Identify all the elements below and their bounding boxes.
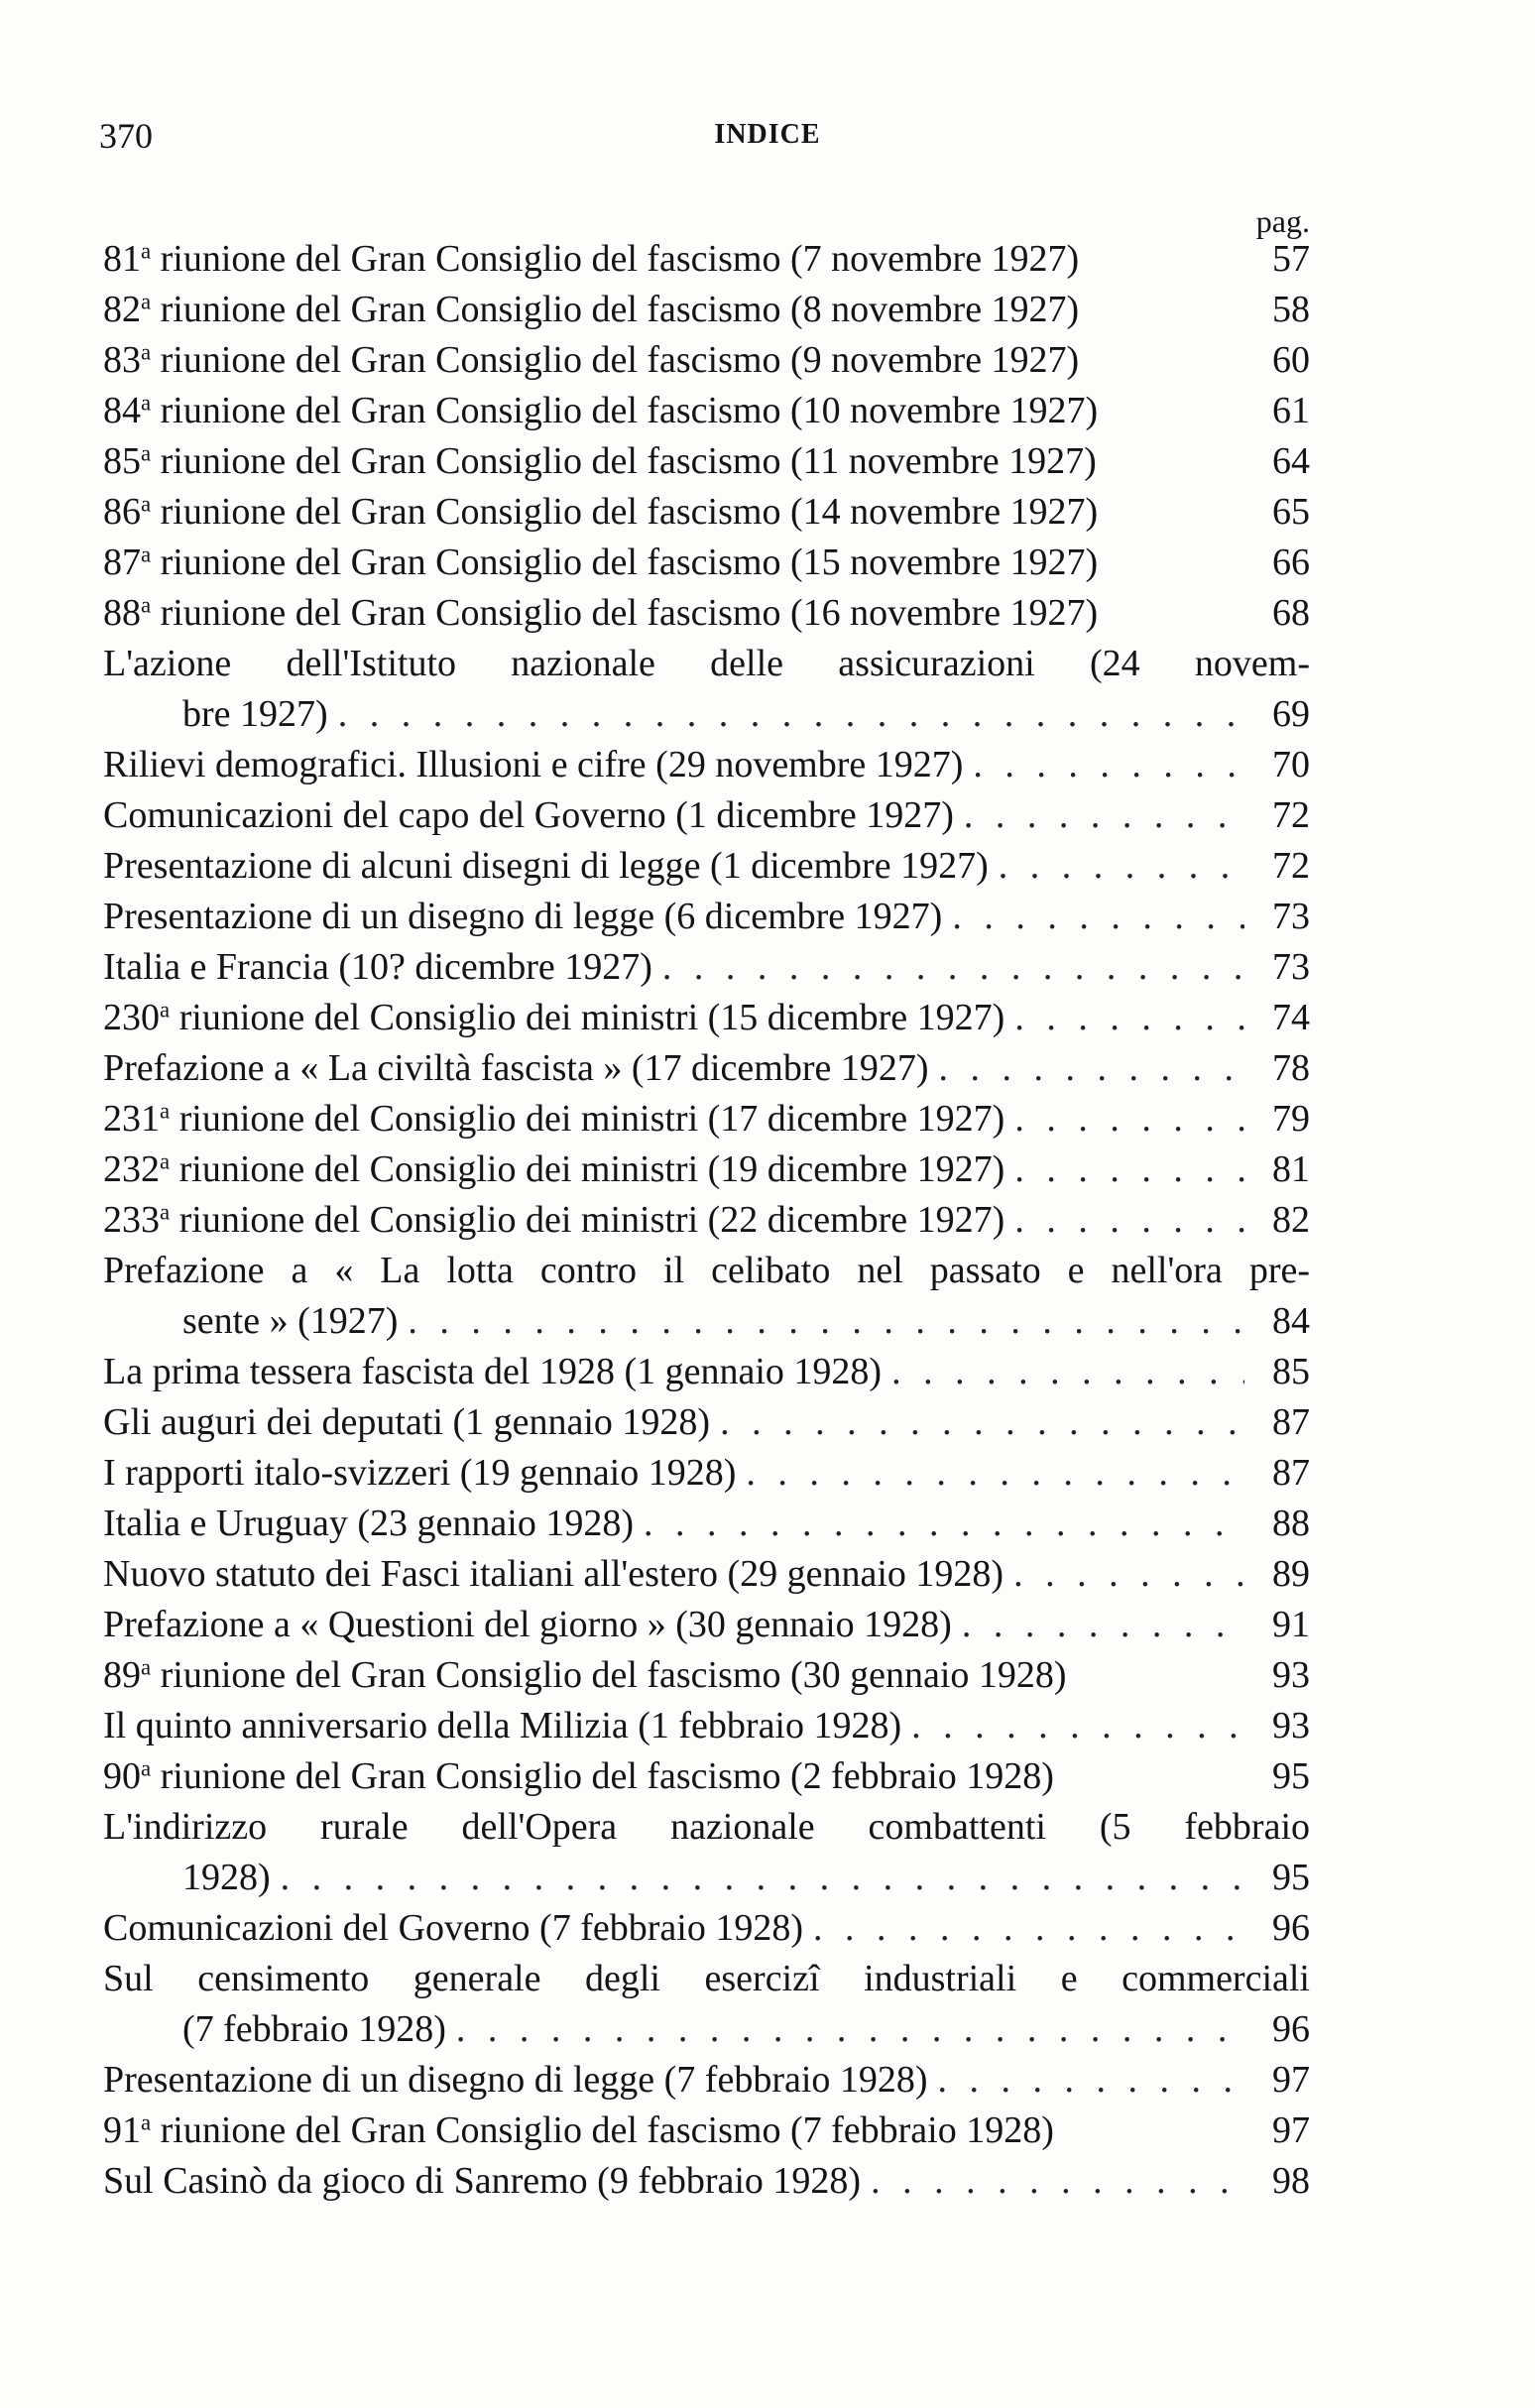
toc-entry-page: 97 — [1272, 2109, 1310, 2151]
toc-entry-page: 74 — [1272, 997, 1310, 1038]
toc-entry-page: 96 — [1272, 1907, 1310, 1949]
toc-entry — [103, 1094, 1310, 1144]
page-number: 370 — [99, 116, 153, 156]
toc-entry-text: Presentazione di alcuni disegni di legge (1 dicembre 1927) — [103, 845, 989, 887]
toc-entry-text: Nuovo statuto dei Fasci italiani all'estero (29 gennaio 1928) — [103, 1553, 1004, 1595]
dot-leader — [989, 841, 1244, 892]
toc-entry-page: 60 — [1272, 339, 1310, 381]
toc-entry-text: Il quinto anniversario della Milizia (1 febbraio 1928) — [103, 1705, 902, 1746]
toc-entry — [103, 1549, 1310, 1600]
page-header — [0, 115, 1535, 163]
toc-entry-title — [103, 588, 1098, 639]
toc-entry-page: 84 — [1272, 1300, 1310, 1342]
toc-entry-text: Presentazione di un disegno di legge (6 dicembre 1927) — [103, 896, 943, 937]
toc-entry-title — [103, 1701, 901, 1751]
dot-leader — [901, 1701, 1244, 1751]
toc-entry-page: 95 — [1272, 1857, 1310, 1898]
toc-entry-ordinal: 231 — [103, 1098, 160, 1140]
toc-entry-text: Prefazione a « La civiltà fascista » (17 dicembre 1927) — [103, 1047, 929, 1089]
dot-leader — [634, 1499, 1244, 1549]
toc-entry-page: 93 — [1272, 1654, 1310, 1696]
toc-entry-ordinal: 86 — [103, 491, 141, 533]
toc-entry — [103, 335, 1310, 386]
toc-entry-ordinal: 84 — [103, 390, 141, 431]
toc-entry-title — [103, 740, 963, 790]
toc-entry-title — [103, 1954, 1310, 2004]
toc-entry-page: 61 — [1272, 390, 1310, 431]
toc-entry-text: Sul censimento generale degli esercizî industriali e commerciali — [103, 1958, 1310, 1999]
toc-entry — [103, 2106, 1310, 2156]
toc-entry-ordinal: 82 — [103, 289, 141, 330]
toc-entry-page: 66 — [1272, 542, 1310, 583]
toc-entry-page: 93 — [1272, 1705, 1310, 1746]
toc-entry — [103, 1397, 1310, 1448]
table-of-contents — [103, 234, 1310, 2207]
toc-entry-ordinal: 88 — [103, 592, 141, 634]
toc-entry-text: L'azione dell'Istituto nazionale delle assicurazioni (24 novem- — [103, 643, 1310, 684]
dot-leader — [928, 2055, 1244, 2106]
toc-entry-title — [103, 1094, 1004, 1144]
toc-entry-page: 87 — [1272, 1452, 1310, 1494]
toc-entry-text: riunione del Consiglio dei ministri (15 dicembre 1927) — [170, 997, 1005, 1038]
dot-leader — [1004, 1195, 1244, 1246]
toc-entry-title — [103, 1043, 929, 1094]
toc-entry — [103, 993, 1310, 1043]
toc-entry-text: Italia e Francia (10? dicembre 1927) — [103, 946, 652, 988]
dot-leader — [861, 2156, 1244, 2207]
toc-entry — [103, 234, 1310, 285]
toc-entry-ordinal: 81 — [103, 238, 141, 280]
toc-entry — [103, 386, 1310, 436]
dot-leader — [942, 892, 1244, 942]
toc-entry-title — [103, 386, 1098, 436]
toc-entry-page: 64 — [1272, 440, 1310, 482]
toc-entry-continuation: sente » (1927) — [182, 1300, 399, 1342]
toc-entry-title — [103, 1600, 952, 1650]
toc-entry-title — [103, 1499, 634, 1549]
ordinal-suffix: a — [141, 390, 152, 416]
toc-entry-ordinal: 85 — [103, 440, 141, 482]
dot-leader — [882, 1347, 1244, 1397]
toc-entry — [103, 1499, 1310, 1549]
toc-entry-ordinal: 230 — [103, 997, 160, 1038]
toc-entry-page: 96 — [1272, 2008, 1310, 2050]
toc-entry — [103, 538, 1310, 588]
toc-entry-page: 81 — [1272, 1148, 1310, 1190]
toc-entry-text: riunione del Consiglio dei ministri (19 dicembre 1927) — [170, 1148, 1005, 1190]
toc-entry — [103, 1802, 1310, 1903]
dot-leader — [652, 942, 1244, 993]
toc-entry-title — [103, 436, 1097, 487]
toc-entry-title — [103, 1751, 1054, 1802]
ordinal-suffix: a — [160, 1148, 171, 1174]
toc-entry-text: riunione del Gran Consiglio del fascismo (2 febbraio 1928) — [151, 1755, 1054, 1797]
dot-leader — [963, 740, 1244, 790]
toc-entry-page: 73 — [1272, 946, 1310, 988]
toc-entry-title — [103, 2156, 861, 2207]
toc-entry-title — [103, 639, 1310, 689]
toc-entry-title — [103, 790, 954, 841]
toc-entry — [103, 1903, 1310, 1954]
ordinal-suffix: a — [141, 2109, 152, 2135]
toc-entry-page: 68 — [1272, 592, 1310, 634]
toc-entry — [103, 1043, 1310, 1094]
ordinal-suffix: a — [141, 289, 152, 314]
toc-entry-page: 91 — [1272, 1604, 1310, 1645]
toc-entry-title — [103, 1549, 1004, 1600]
dot-leader — [1004, 1144, 1244, 1195]
toc-entry — [103, 892, 1310, 942]
toc-entry-page: 98 — [1272, 2160, 1310, 2202]
toc-entry — [103, 1347, 1310, 1397]
toc-entry — [103, 1954, 1310, 2055]
toc-entry — [103, 2156, 1310, 2207]
toc-entry-title — [103, 993, 1004, 1043]
toc-entry-text: Comunicazioni del Governo (7 febbraio 1928) — [103, 1907, 803, 1949]
dot-leader — [952, 1600, 1244, 1650]
toc-entry-page: 85 — [1272, 1351, 1310, 1392]
toc-entry-page: 73 — [1272, 896, 1310, 937]
ordinal-suffix: a — [160, 997, 171, 1023]
toc-entry-text: riunione del Gran Consiglio del fascismo (16 novembre 1927) — [151, 592, 1099, 634]
toc-entry-text: Italia e Uruguay (23 gennaio 1928) — [103, 1503, 634, 1544]
toc-entry-text: Gli auguri dei deputati (1 gennaio 1928) — [103, 1401, 711, 1443]
toc-entry — [103, 1448, 1310, 1499]
ordinal-suffix: a — [141, 542, 152, 567]
toc-entry-title — [103, 1397, 710, 1448]
toc-entry — [103, 841, 1310, 892]
toc-entry — [103, 285, 1310, 335]
toc-entry-text: Prefazione a « Questioni del giorno » (30 gennaio 1928) — [103, 1604, 952, 1645]
toc-entry-text: riunione del Consiglio dei ministri (17 dicembre 1927) — [170, 1098, 1005, 1140]
toc-entry-text: L'indirizzo rurale dell'Opera nazionale combattenti (5 febbraio — [103, 1806, 1310, 1848]
toc-entry-continuation: 1928) — [182, 1857, 271, 1898]
toc-entry-page: 97 — [1272, 2059, 1310, 2101]
toc-entry-text: Prefazione a « La lotta contro il celibato nel passato e nell'ora pre- — [103, 1250, 1310, 1291]
toc-entry-page: 65 — [1272, 491, 1310, 533]
toc-entry-page: 57 — [1272, 238, 1310, 280]
dot-leader — [328, 689, 1244, 740]
toc-entry-title — [103, 841, 989, 892]
dot-leader — [271, 1853, 1244, 1903]
toc-entry-text: Presentazione di un disegno di legge (7 febbraio 1928) — [103, 2059, 928, 2101]
toc-entry-text: Rilievi demografici. Illusioni e cifre (29 novembre 1927) — [103, 744, 964, 785]
ordinal-suffix: a — [141, 1654, 152, 1680]
toc-entry — [103, 1650, 1310, 1701]
toc-entry-text: riunione del Gran Consiglio del fascismo (8 novembre 1927) — [151, 289, 1080, 330]
toc-entry-text: riunione del Gran Consiglio del fascismo (7 febbraio 1928) — [151, 2109, 1054, 2151]
toc-entry-title — [103, 1144, 1004, 1195]
toc-entry-title — [103, 1195, 1004, 1246]
ordinal-suffix: a — [141, 491, 152, 517]
toc-entry-page: 70 — [1272, 744, 1310, 785]
toc-entry — [103, 436, 1310, 487]
toc-entry-ordinal: 233 — [103, 1199, 160, 1241]
ordinal-suffix: a — [141, 440, 152, 466]
toc-entry-title — [103, 942, 652, 993]
toc-entry — [103, 790, 1310, 841]
toc-entry-title — [103, 538, 1098, 588]
toc-entry-title — [103, 2055, 928, 2106]
toc-entry-title — [103, 1802, 1310, 1853]
dot-leader — [446, 2004, 1244, 2055]
toc-entry — [103, 588, 1310, 639]
dot-leader — [1004, 1549, 1244, 1600]
toc-entry-title — [103, 1347, 882, 1397]
toc-entry-text: I rapporti italo-svizzeri (19 gennaio 1928) — [103, 1452, 737, 1494]
toc-entry — [103, 1195, 1310, 1246]
toc-entry-text: riunione del Gran Consiglio del fascismo (15 novembre 1927) — [151, 542, 1099, 583]
toc-entry-continuation: (7 febbraio 1928) — [182, 2008, 446, 2050]
toc-entry-text: riunione del Gran Consiglio del fascismo (7 novembre 1927) — [151, 238, 1080, 280]
toc-entry-text: riunione del Gran Consiglio del fascismo (14 novembre 1927) — [151, 491, 1099, 533]
toc-entry-title — [103, 285, 1079, 335]
toc-entry-text: riunione del Gran Consiglio del fascismo (10 novembre 1927) — [151, 390, 1099, 431]
ordinal-suffix: a — [141, 592, 152, 618]
ordinal-suffix: a — [160, 1199, 171, 1225]
dot-leader — [736, 1448, 1244, 1499]
toc-entry — [103, 487, 1310, 538]
toc-entry-title — [103, 2106, 1054, 2156]
toc-entry-text: Comunicazioni del capo del Governo (1 dicembre 1927) — [103, 794, 954, 836]
toc-entry — [103, 1144, 1310, 1195]
toc-entry-page: 72 — [1272, 794, 1310, 836]
toc-entry-text: riunione del Gran Consiglio del fascismo (9 novembre 1927) — [151, 339, 1080, 381]
toc-entry — [103, 942, 1310, 993]
toc-entry-page: 69 — [1272, 693, 1310, 735]
toc-entry-title — [103, 892, 942, 942]
toc-entry-page: 87 — [1272, 1401, 1310, 1443]
toc-entry — [103, 1751, 1310, 1802]
dot-leader — [803, 1903, 1244, 1954]
toc-entry-text: riunione del Gran Consiglio del fascismo (11 novembre 1927) — [151, 440, 1097, 482]
toc-entry-title — [103, 335, 1079, 386]
toc-entry-page: 88 — [1272, 1503, 1310, 1544]
dot-leader — [1004, 993, 1244, 1043]
running-title: INDICE — [714, 119, 821, 150]
toc-entry-text: riunione del Consiglio dei ministri (22 dicembre 1927) — [170, 1199, 1005, 1241]
toc-entry-ordinal: 90 — [103, 1755, 141, 1797]
dot-leader — [710, 1397, 1244, 1448]
toc-entry — [103, 1701, 1310, 1751]
toc-entry — [103, 1600, 1310, 1650]
ordinal-suffix: a — [141, 238, 152, 264]
toc-entry-title — [103, 234, 1079, 285]
toc-entry-page: 82 — [1272, 1199, 1310, 1241]
toc-entry-text: Sul Casinò da gioco di Sanremo (9 febbraio 1928) — [103, 2160, 862, 2202]
toc-entry-title — [103, 1246, 1310, 1296]
toc-entry-ordinal: 232 — [103, 1148, 160, 1190]
toc-entry — [103, 639, 1310, 740]
toc-entry-page: 89 — [1272, 1553, 1310, 1595]
toc-entry-page: 95 — [1272, 1755, 1310, 1797]
ordinal-suffix: a — [141, 1755, 152, 1781]
dot-leader — [954, 790, 1244, 841]
toc-entry-text: riunione del Gran Consiglio del fascismo (30 gennaio 1928) — [151, 1654, 1067, 1696]
toc-entry — [103, 1246, 1310, 1347]
toc-entry-ordinal: 89 — [103, 1654, 141, 1696]
toc-entry-ordinal: 83 — [103, 339, 141, 381]
toc-entry — [103, 740, 1310, 790]
ordinal-suffix: a — [160, 1098, 171, 1124]
toc-entry-page: 78 — [1272, 1047, 1310, 1089]
toc-entry-title — [103, 1650, 1067, 1701]
dot-leader — [929, 1043, 1245, 1094]
toc-entry-title — [103, 1903, 803, 1954]
toc-entry-text: La prima tessera fascista del 1928 (1 gennaio 1928) — [103, 1351, 883, 1392]
dot-leader — [1004, 1094, 1244, 1144]
toc-entry-page: 58 — [1272, 289, 1310, 330]
ordinal-suffix: a — [141, 339, 152, 365]
dot-leader — [398, 1296, 1244, 1347]
toc-entry-title — [103, 1448, 736, 1499]
toc-entry-title — [103, 487, 1098, 538]
toc-entry-continuation: bre 1927) — [182, 693, 328, 735]
toc-entry-ordinal: 91 — [103, 2109, 141, 2151]
toc-entry — [103, 2055, 1310, 2106]
toc-entry-ordinal: 87 — [103, 542, 141, 583]
toc-entry-page: 72 — [1272, 845, 1310, 887]
toc-entry-page: 79 — [1272, 1098, 1310, 1140]
page-column-label: pag. — [1255, 203, 1310, 239]
